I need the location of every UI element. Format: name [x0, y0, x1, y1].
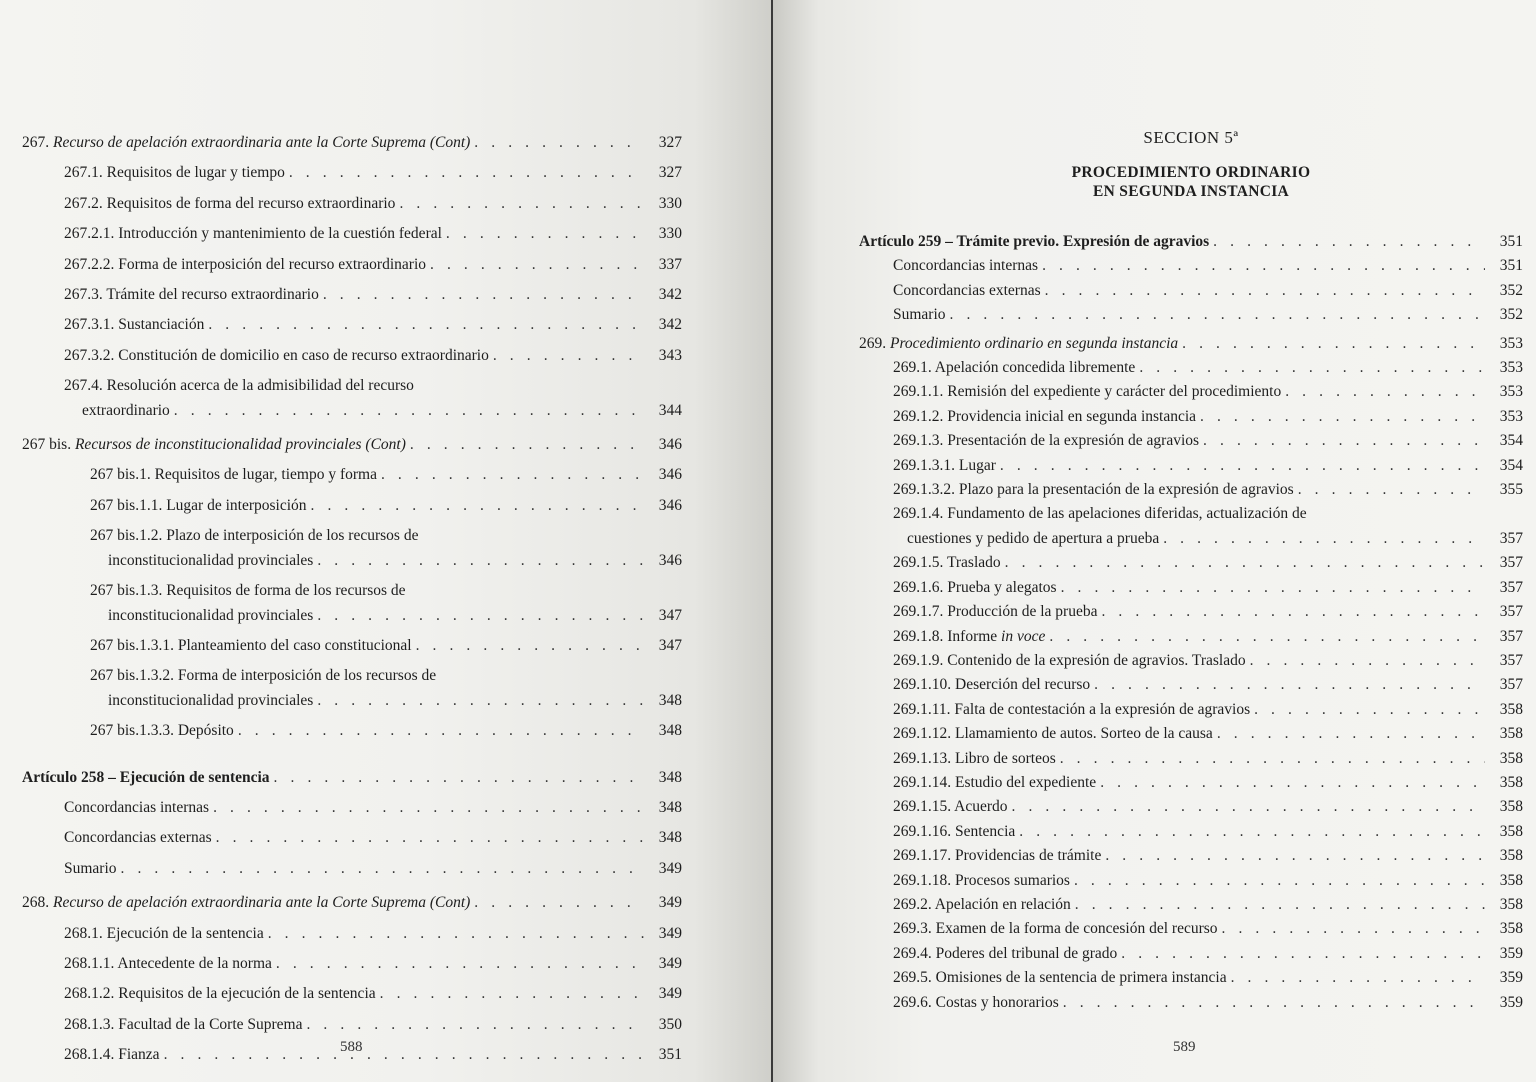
leader-dots — [1012, 795, 1485, 819]
toc-entry — [22, 664, 682, 713]
section-heading-line: EN SEGUNDA INSTANCIA — [1092, 183, 1290, 200]
page-number: 352 — [1499, 306, 1523, 324]
page-number: 349 — [658, 894, 682, 912]
leader-dots — [1163, 527, 1485, 551]
page-number: 349 — [658, 985, 682, 1003]
toc-entry — [22, 826, 682, 850]
leader-dots — [1298, 478, 1485, 502]
leader-dots — [416, 634, 644, 658]
page-folio: 589 — [1173, 1039, 1196, 1055]
entry-title: 267.2.1. Introducción y mantenimiento de la cuestión federal — [64, 225, 442, 243]
toc-entry — [859, 429, 1523, 453]
leader-dots — [274, 766, 644, 790]
page-number: 330 — [658, 194, 682, 212]
toc-entry — [859, 478, 1523, 502]
leader-dots — [1182, 332, 1485, 356]
entry-title-italic: in voce — [1001, 627, 1046, 645]
toc-entry — [859, 279, 1523, 303]
entry-title: 269.1.3. Presentación de la expresión de agravios — [893, 432, 1200, 450]
leader-dots — [306, 1013, 644, 1037]
leader-dots — [1213, 230, 1485, 254]
leader-dots — [446, 222, 644, 246]
entry-title: 269.2. Apelación en relación — [893, 895, 1071, 913]
toc-entry — [22, 952, 682, 976]
toc-entry — [859, 991, 1523, 1015]
entry-title: 267 bis.1. Requisitos de lugar, tiempo y forma — [90, 466, 377, 484]
entry-title-continued: cuestiones y pedido de apertura a prueba — [907, 529, 1160, 547]
toc-entry — [22, 253, 682, 277]
toc-entry — [859, 502, 1523, 551]
leader-dots — [317, 689, 644, 713]
toc-entry — [859, 673, 1523, 697]
toc-entry — [22, 766, 682, 790]
page-number: 358 — [1499, 749, 1523, 767]
leader-dots — [317, 604, 644, 628]
leader-dots — [1100, 771, 1485, 795]
entry-title: 269.1.4. Fundamento de las apelaciones diferidas, actualización de — [893, 505, 1307, 523]
leader-dots — [1060, 747, 1485, 771]
page-number: 350 — [658, 1015, 682, 1033]
page-number: 354 — [1499, 456, 1523, 474]
page-number: 348 — [658, 768, 682, 786]
page-number: 346 — [658, 551, 682, 569]
leader-dots — [238, 719, 644, 743]
page-number: 342 — [658, 286, 682, 304]
page-number: 359 — [1499, 969, 1523, 987]
page-number: 358 — [1499, 920, 1523, 938]
entry-title: 269.1.7. Producción de la prueba — [893, 603, 1098, 621]
toc-entry — [22, 1013, 682, 1037]
leader-dots — [380, 982, 644, 1006]
page-number: 351 — [1499, 233, 1523, 250]
toc-entry — [859, 942, 1523, 966]
page-number: 358 — [1499, 700, 1523, 718]
toc-entry — [22, 131, 682, 155]
entry-title: 268.1.1. Antecedente de la norma — [64, 954, 272, 972]
page-number: 337 — [658, 255, 682, 273]
entry-title: 267.1. Requisitos de lugar y tiempo — [64, 164, 285, 182]
leader-dots — [1061, 576, 1485, 600]
entry-title: Recurso de apelación extraordinaria ante la Corte Suprema (Cont) — [53, 894, 471, 912]
leader-dots — [1000, 454, 1485, 478]
toc-entry — [22, 524, 682, 573]
entry-title: Recursos de inconstitucionalidad provinciales (Cont) — [74, 436, 406, 454]
toc-entry — [22, 634, 682, 658]
leader-dots — [493, 344, 644, 368]
page-number: 354 — [1499, 432, 1523, 450]
leader-dots — [268, 922, 644, 946]
entry-title: 269.1.13. Libro de sorteos — [893, 749, 1056, 767]
entry-title: 269.1.15. Acuerdo — [893, 798, 1008, 816]
leader-dots — [430, 253, 644, 277]
page-number: 357 — [1499, 578, 1523, 596]
entry-title: 268.1.4. Fianza — [64, 1046, 160, 1064]
leader-dots — [950, 303, 1485, 327]
toc-entry — [859, 454, 1523, 478]
page-number: 349 — [658, 924, 682, 942]
page-number: 343 — [658, 346, 682, 364]
leader-dots — [474, 891, 644, 915]
left-toc — [22, 131, 682, 1068]
leader-dots — [174, 399, 644, 423]
toc-entry — [859, 893, 1523, 917]
page-number: 349 — [658, 954, 682, 972]
page-number: 327 — [658, 164, 682, 182]
entry-title: 269.5. Omisiones de la sentencia de primera instancia — [893, 969, 1227, 987]
page-number: 348 — [658, 829, 682, 847]
entry-number: 269. — [859, 334, 887, 352]
entry-title: 267 bis.1.3.2. Forma de interposición de los recursos de — [90, 667, 437, 685]
entry-title: 269.1.6. Prueba y alegatos — [893, 578, 1057, 596]
leader-dots — [216, 826, 644, 850]
leader-dots — [1254, 698, 1485, 722]
toc-entry — [859, 600, 1523, 624]
leader-dots — [1231, 966, 1485, 990]
right-toc — [859, 230, 1523, 1015]
entry-title: 269.6. Costas y honorarios — [893, 993, 1059, 1011]
leader-dots — [213, 796, 644, 820]
entry-title-continued: inconstitucionalidad provinciales — [108, 606, 314, 624]
page-number: 358 — [1499, 847, 1523, 865]
entry-title: Recurso de apelación extraordinaria ante la Corte Suprema (Cont) — [53, 134, 471, 151]
leader-dots — [289, 161, 644, 185]
toc-entry — [22, 494, 682, 518]
toc-entry — [859, 917, 1523, 941]
page-number: 357 — [1499, 651, 1523, 669]
page-number: 342 — [658, 316, 682, 334]
leader-dots — [164, 1043, 644, 1067]
leader-dots — [1075, 893, 1485, 917]
toc-entry — [22, 579, 682, 628]
page-number: 357 — [1499, 529, 1523, 547]
toc-entry — [859, 869, 1523, 893]
toc-entry — [22, 344, 682, 368]
page-number: 351 — [1499, 257, 1523, 275]
leader-dots — [1203, 429, 1485, 453]
toc-entry — [859, 625, 1523, 649]
leader-dots — [1250, 649, 1485, 673]
page-number: 348 — [658, 691, 682, 709]
toc-entry — [859, 230, 1523, 254]
toc-entry — [859, 747, 1523, 771]
page-number: 347 — [658, 636, 682, 654]
entry-title: 267.3. Trámite del recurso extraordinario — [64, 286, 319, 304]
section-heading — [859, 163, 1523, 201]
toc-entry — [22, 982, 682, 1006]
toc-entry — [859, 332, 1523, 356]
page-number: 346 — [658, 496, 682, 514]
leader-dots — [1200, 405, 1485, 429]
toc-entry — [22, 313, 682, 337]
entry-number: 267. — [22, 134, 50, 151]
entry-title: 269.4. Poderes del tribunal de grado — [893, 944, 1118, 962]
toc-entry — [859, 576, 1523, 600]
leader-dots — [1045, 279, 1485, 303]
toc-entry — [859, 966, 1523, 990]
leader-dots — [1074, 869, 1485, 893]
entry-title: 267.3.1. Sustanciación — [64, 316, 205, 334]
entry-title: 269.1.14. Estudio del expediente — [893, 773, 1097, 791]
entry-title: 269.1.12. Llamamiento de autos. Sorteo de la causa — [893, 725, 1213, 743]
leader-dots — [1105, 844, 1485, 868]
entry-title: 269.1.18. Procesos sumarios — [893, 871, 1070, 889]
entry-title: 267.2.2. Forma de interposición del recurso extraordinario — [64, 255, 426, 273]
entry-title: 269.1.3.2. Plazo para la presentación de la expresión de agravios — [893, 481, 1294, 499]
leader-dots — [311, 494, 644, 518]
entry-title: 269.1.9. Contenido de la expresión de agravios. Traslado — [893, 651, 1246, 669]
page-number: 353 — [1499, 359, 1523, 377]
leader-dots — [1101, 600, 1485, 624]
toc-entry — [859, 356, 1523, 380]
page-number: 358 — [1499, 895, 1523, 913]
leader-dots — [1121, 942, 1485, 966]
toc-entry — [859, 722, 1523, 746]
toc-entry — [22, 374, 682, 423]
page-number: 353 — [1499, 383, 1523, 401]
entry-title: 268.1.2. Requisitos de la ejecución de la sentencia — [64, 985, 376, 1003]
toc-entry — [859, 844, 1523, 868]
entry-title: 269.1.10. Deserción del recurso — [893, 676, 1091, 694]
leader-dots — [276, 952, 644, 976]
leader-dots — [1285, 380, 1485, 404]
leader-dots — [1005, 551, 1485, 575]
leader-dots — [1063, 991, 1485, 1015]
entry-title: 267.4. Resolución acerca de la admisibilidad del recurso — [64, 377, 414, 395]
entry-title: 268.1.3. Facultad de la Corte Suprema — [64, 1015, 303, 1033]
toc-entry — [22, 922, 682, 946]
toc-entry — [22, 719, 682, 743]
entry-title: 267 bis.1.3. Requisitos de forma de los recursos de — [90, 582, 406, 600]
entry-title: 269.1.11. Falta de contestación a la expresión de agravios — [893, 700, 1251, 718]
leader-dots — [317, 549, 644, 573]
toc-entry — [22, 433, 682, 457]
leader-dots — [208, 313, 644, 337]
entry-title: 269.1.3.1. Lugar — [893, 456, 996, 474]
toc-entry — [22, 283, 682, 307]
leader-dots — [1042, 254, 1485, 278]
entry-title: 269.1.5. Traslado — [893, 554, 1001, 572]
toc-entry — [859, 698, 1523, 722]
entry-number: 267 bis. — [22, 436, 72, 454]
toc-entry — [859, 380, 1523, 404]
toc-entry — [859, 254, 1523, 278]
page-number: 347 — [658, 606, 682, 624]
page-number: 358 — [1499, 822, 1523, 840]
page-number: 351 — [658, 1046, 682, 1064]
toc-entry — [22, 463, 682, 487]
toc-entry — [22, 796, 682, 820]
page-number: 358 — [1499, 798, 1523, 816]
entry-title: Concordancias externas — [64, 829, 212, 847]
page-number: 355 — [1499, 481, 1523, 499]
toc-entry — [22, 857, 682, 881]
toc-entry — [22, 161, 682, 185]
entry-title: Sumario — [893, 306, 946, 324]
entry-title: 269.3. Examen de la forma de concesión del recurso — [893, 920, 1218, 938]
page-number: 353 — [1499, 407, 1523, 425]
article-heading: Artículo 258 – Ejecución de sentencia — [22, 768, 270, 786]
page-number: 344 — [658, 401, 682, 419]
entry-title: 267 bis.1.2. Plazo de interposición de los recursos de — [90, 527, 419, 545]
entry-title-continued: extraordinario — [82, 401, 170, 419]
article-heading: Artículo 259 – Trámite previo. Expresión de agravios — [859, 233, 1210, 250]
page-number: 348 — [658, 722, 682, 740]
leader-dots — [1222, 917, 1485, 941]
toc-entry — [22, 192, 682, 216]
page-number: 348 — [658, 798, 682, 816]
entry-title: Sumario — [64, 859, 117, 877]
page-number: 357 — [1499, 603, 1523, 621]
toc-entry — [859, 649, 1523, 673]
page-number: 359 — [1499, 944, 1523, 962]
page-number: 346 — [658, 466, 682, 484]
entry-title: Concordancias internas — [893, 257, 1039, 275]
page-number: 357 — [1499, 627, 1523, 645]
leader-dots — [1139, 356, 1485, 380]
entry-title-continued: inconstitucionalidad provinciales — [108, 691, 314, 709]
leader-dots — [121, 857, 644, 881]
entry-title: 267 bis.1.3.3. Depósito — [90, 722, 234, 740]
leader-dots — [410, 433, 644, 457]
entry-title: 269.1.8. Informe — [893, 627, 1002, 645]
entry-title-continued: inconstitucionalidad provinciales — [108, 551, 314, 569]
leader-dots — [1217, 722, 1485, 746]
entry-number: 268. — [22, 894, 50, 912]
page-number: 346 — [658, 436, 682, 454]
entry-title: 267.3.2. Constitución de domicilio en caso de recurso extraordinario — [64, 346, 489, 364]
entry-title: 269.1.1. Remisión del expediente y carácter del procedimiento — [893, 383, 1282, 401]
toc-entry — [859, 551, 1523, 575]
toc-entry — [859, 405, 1523, 429]
right-page — [773, 0, 1536, 1082]
entry-title: 267 bis.1.1. Lugar de interposición — [90, 496, 307, 514]
page-number: 358 — [1499, 773, 1523, 791]
page-folio: 588 — [340, 1039, 363, 1055]
entry-title: Procedimiento ordinario en segunda instancia — [890, 334, 1179, 352]
entry-title: 269.1.16. Sentencia — [893, 822, 1016, 840]
section-heading-line: PROCEDIMIENTO ORDINARIO — [1071, 164, 1311, 181]
toc-entry — [859, 795, 1523, 819]
toc-entry — [859, 303, 1523, 327]
page-number: 352 — [1499, 281, 1523, 299]
entry-title: 269.1. Apelación concedida libremente — [893, 359, 1136, 377]
leader-dots — [381, 463, 644, 487]
page-number: 330 — [658, 225, 682, 243]
page-number: 358 — [1499, 871, 1523, 889]
leader-dots — [1019, 820, 1485, 844]
page-number: 327 — [658, 134, 682, 151]
toc-entry — [22, 222, 682, 246]
page-number: 357 — [1499, 554, 1523, 572]
entry-title: Concordancias externas — [893, 281, 1041, 299]
leader-dots — [323, 283, 644, 307]
leader-dots — [1049, 625, 1485, 649]
entry-title: 269.1.17. Providencias de trámite — [893, 847, 1102, 865]
entry-title: 268.1. Ejecución de la sentencia — [64, 924, 264, 942]
toc-entry — [22, 891, 682, 915]
section-title: SECCION 5ª — [1143, 128, 1239, 147]
page-number: 357 — [1499, 676, 1523, 694]
entry-title: 267 bis.1.3.1. Planteamiento del caso constitucional — [90, 636, 412, 654]
toc-entry — [859, 771, 1523, 795]
entry-title: Concordancias internas — [64, 798, 210, 816]
page-number: 359 — [1499, 993, 1523, 1011]
entry-title: 267.2. Requisitos de forma del recurso extraordinario — [64, 194, 396, 212]
page-number: 358 — [1499, 725, 1523, 743]
entry-title: 269.1.2. Providencia inicial en segunda instancia — [893, 407, 1197, 425]
page-number: 353 — [1499, 334, 1523, 352]
leader-dots — [1094, 673, 1485, 697]
leader-dots — [474, 131, 644, 155]
leader-dots — [399, 192, 644, 216]
toc-entry — [859, 820, 1523, 844]
page-number: 349 — [658, 859, 682, 877]
